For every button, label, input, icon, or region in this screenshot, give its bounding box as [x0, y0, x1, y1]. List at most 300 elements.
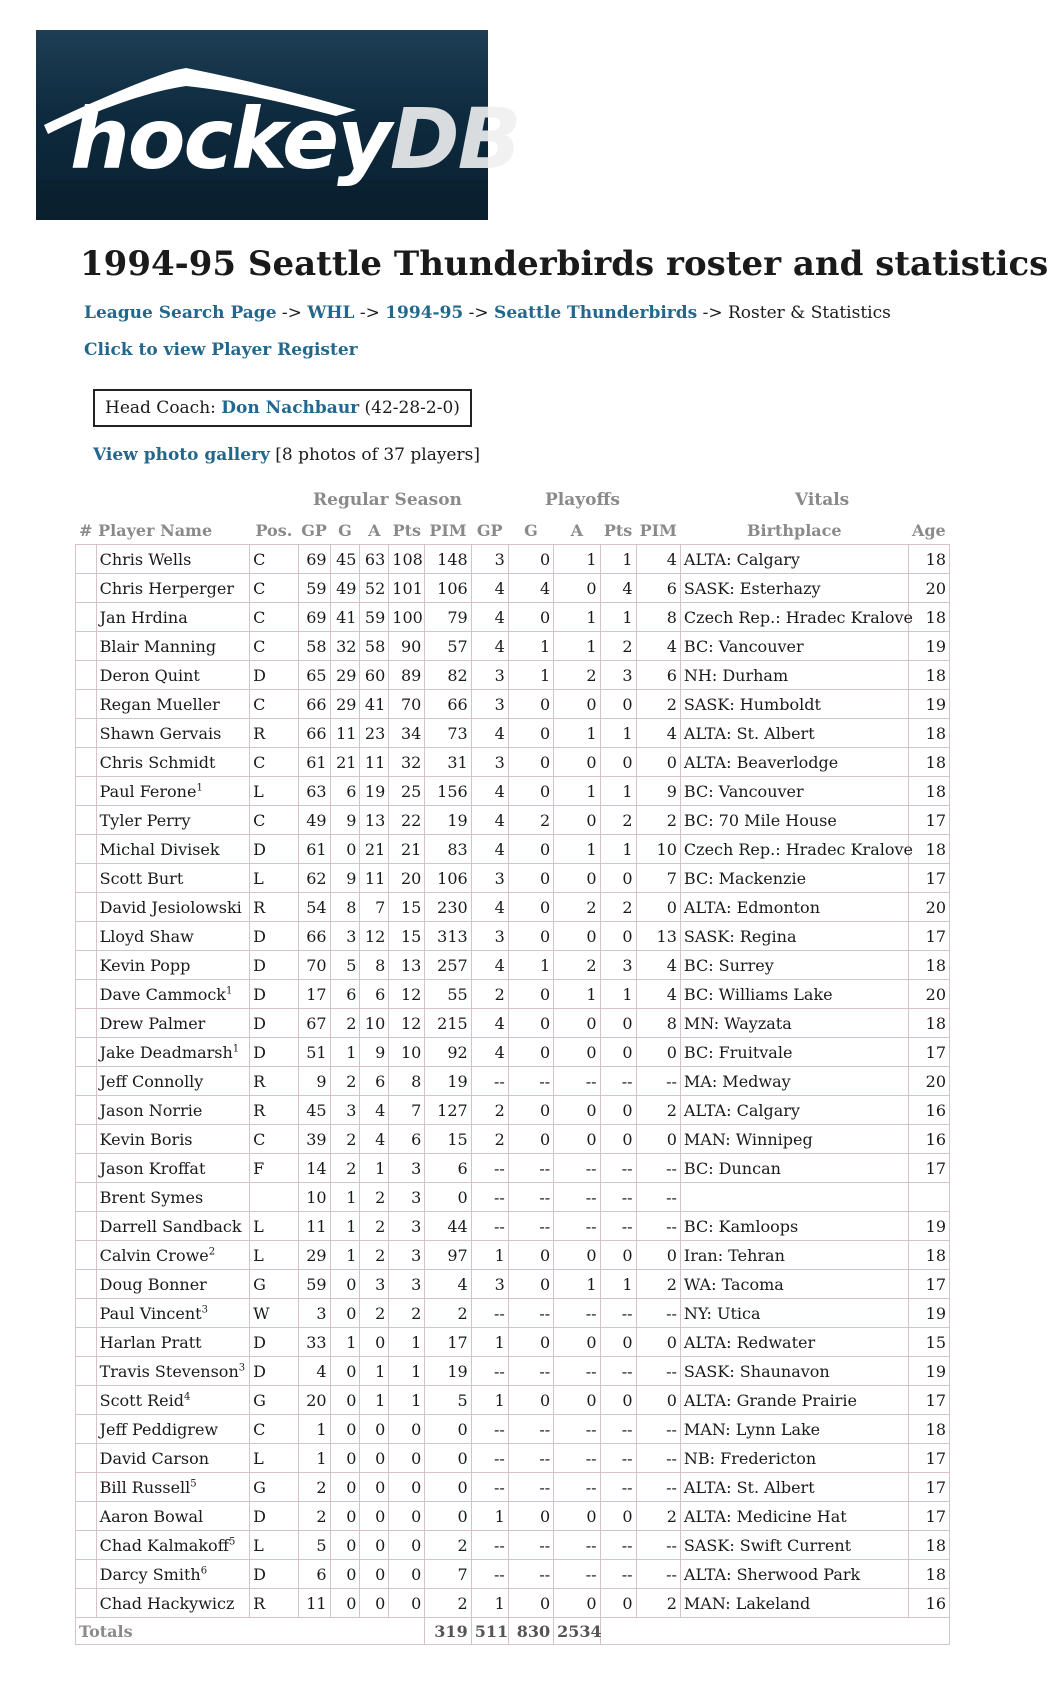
stat-a: 6: [360, 980, 389, 1009]
stat-ppim: 6: [636, 574, 680, 603]
stat-ppim: 10: [636, 835, 680, 864]
player-birthplace: [680, 1183, 908, 1212]
stat-pgp: --: [471, 1531, 508, 1560]
table-row: [76, 1444, 950, 1473]
stat-pa: --: [554, 1299, 600, 1328]
stat-pgp: --: [471, 1299, 508, 1328]
stat-pa: 1: [554, 777, 600, 806]
stat-pts: 3: [389, 1241, 425, 1270]
stat-a: 0: [360, 1415, 389, 1444]
stat-ppim: --: [636, 1067, 680, 1096]
col-age: Age: [911, 520, 946, 540]
stat-a: 1: [360, 1386, 389, 1415]
table-row: [76, 690, 950, 719]
player-name[interactable]: Aaron Bowal: [99, 1506, 204, 1526]
stat-gp: 5: [298, 1531, 330, 1560]
stat-ppts: 0: [600, 1502, 636, 1531]
player-name-cell[interactable]: [96, 1096, 250, 1125]
stat-ppim: 8: [636, 1009, 680, 1038]
stat-ppim: 4: [636, 632, 680, 661]
stat-a: 2: [360, 1241, 389, 1270]
player-name[interactable]: Scott Reid: [99, 1390, 184, 1410]
stat-pgp: 4: [471, 603, 508, 632]
player-position: C: [250, 1415, 298, 1444]
stat-ppim: 4: [636, 951, 680, 980]
player-age: 18: [908, 1415, 949, 1444]
stat-pim: 2: [425, 1531, 471, 1560]
table-row: [76, 777, 950, 806]
stat-pim: 215: [425, 1009, 471, 1038]
row-number: [76, 748, 97, 777]
photo-gallery-link[interactable]: View photo gallery: [93, 445, 270, 465]
player-age: 20: [908, 574, 949, 603]
player-age: 18: [908, 951, 949, 980]
stat-pgp: --: [471, 1357, 508, 1386]
player-name-cell[interactable]: [96, 1067, 250, 1096]
stat-pa: 2: [554, 661, 600, 690]
stat-g: 0: [330, 1386, 360, 1415]
player-birthplace: ALTA: St. Albert: [680, 719, 908, 748]
col-g: G: [338, 520, 352, 540]
stat-ppts: --: [600, 1473, 636, 1502]
player-age: 18: [908, 748, 949, 777]
player-name[interactable]: Paul Vincent: [99, 1303, 202, 1323]
stat-a: 12: [360, 922, 389, 951]
player-footnote: 1: [196, 782, 203, 794]
col-playoff-pim: PIM: [639, 520, 677, 540]
vitals-heading: Vitals: [795, 490, 850, 510]
stat-pgp: 4: [471, 1038, 508, 1067]
player-name-cell[interactable]: [96, 1212, 250, 1241]
row-number: [76, 1589, 97, 1618]
player-name-cell[interactable]: [96, 806, 250, 835]
stat-pg: --: [508, 1067, 553, 1096]
stat-pts: 1: [389, 1357, 425, 1386]
player-name-cell[interactable]: [96, 690, 250, 719]
stat-pa: 0: [554, 1241, 600, 1270]
player-position: R: [250, 1067, 298, 1096]
player-age: 18: [908, 835, 949, 864]
player-birthplace: BC: Kamloops: [680, 1212, 908, 1241]
player-name[interactable]: Jeff Connolly: [99, 1071, 204, 1091]
player-name-cell[interactable]: [96, 864, 250, 893]
stat-a: 0: [360, 1560, 389, 1589]
stat-gp: 59: [298, 574, 330, 603]
stat-ppim: --: [636, 1183, 680, 1212]
player-name[interactable]: Brent Symes: [99, 1187, 204, 1207]
player-name-cell[interactable]: [96, 1270, 250, 1299]
stat-pgp: --: [471, 1183, 508, 1212]
stat-gp: 11: [298, 1589, 330, 1618]
stat-gp: 1: [298, 1444, 330, 1473]
hockeydb-logo[interactable]: [36, 30, 596, 220]
stat-g: 0: [330, 835, 360, 864]
stat-a: 60: [360, 661, 389, 690]
stat-g: 5: [330, 951, 360, 980]
stat-ppim: 2: [636, 806, 680, 835]
stat-g: 0: [330, 1560, 360, 1589]
stat-ppim: 0: [636, 748, 680, 777]
stat-pgp: 2: [471, 1125, 508, 1154]
player-name-cell[interactable]: [96, 922, 250, 951]
player-name-cell[interactable]: [96, 835, 250, 864]
player-name-cell[interactable]: [96, 777, 250, 806]
player-age: 16: [908, 1125, 949, 1154]
table-row: [76, 893, 950, 922]
row-number: [76, 777, 97, 806]
stat-gp: 66: [298, 690, 330, 719]
stat-ppim: --: [636, 1357, 680, 1386]
player-position: C: [250, 574, 298, 603]
player-name[interactable]: Blair Manning: [99, 636, 217, 656]
player-register-link[interactable]: Click to view Player Register: [84, 340, 358, 360]
player-name[interactable]: Kevin Popp: [99, 955, 191, 975]
stat-pim: 6: [425, 1154, 471, 1183]
stat-pg: 0: [508, 690, 553, 719]
player-name[interactable]: Dave Cammock: [99, 984, 226, 1004]
player-name-cell[interactable]: [96, 1241, 250, 1270]
stat-pa: 0: [554, 1038, 600, 1067]
stat-pgp: --: [471, 1154, 508, 1183]
stat-ppts: 3: [600, 951, 636, 980]
table-row: [76, 545, 950, 574]
player-name-cell[interactable]: [96, 1386, 250, 1415]
player-position: D: [250, 980, 298, 1009]
stat-gp: 10: [298, 1183, 330, 1212]
row-number: [76, 806, 97, 835]
stat-a: 3: [360, 1270, 389, 1299]
coach-name-link[interactable]: Don Nachbaur: [221, 398, 360, 418]
stat-g: 2: [330, 1009, 360, 1038]
table-row: [76, 951, 950, 980]
stat-pim: 19: [425, 1067, 471, 1096]
row-number: [76, 690, 97, 719]
col-playoff-gp: GP: [476, 520, 503, 540]
stat-g: 6: [330, 777, 360, 806]
stat-pgp: --: [471, 1067, 508, 1096]
stat-ppts: 0: [600, 1096, 636, 1125]
stat-pgp: 1: [471, 1328, 508, 1357]
col-pts: Pts: [392, 520, 422, 540]
stat-pts: 15: [389, 922, 425, 951]
table-row: [76, 1154, 950, 1183]
stat-pts: 3: [389, 1183, 425, 1212]
total-pim: 2534: [554, 1618, 600, 1645]
stat-ppts: 4: [600, 574, 636, 603]
stat-g: 0: [330, 1473, 360, 1502]
stat-pg: --: [508, 1357, 553, 1386]
player-name[interactable]: Drew Palmer: [99, 1013, 206, 1033]
player-name[interactable]: Harlan Pratt: [99, 1332, 202, 1352]
stat-pg: --: [508, 1415, 553, 1444]
stat-pim: 15: [425, 1125, 471, 1154]
player-name[interactable]: Jan Hrdina: [99, 607, 188, 627]
player-birthplace: MAN: Lynn Lake: [680, 1415, 908, 1444]
player-name-cell[interactable]: [96, 1357, 250, 1386]
stat-pg: --: [508, 1183, 553, 1212]
stat-pa: 2: [554, 951, 600, 980]
player-name[interactable]: David Carson: [99, 1448, 210, 1468]
player-age: [908, 1183, 949, 1212]
stat-pim: 97: [425, 1241, 471, 1270]
player-position: L: [250, 1212, 298, 1241]
stat-a: 0: [360, 1444, 389, 1473]
player-age: 18: [908, 1531, 949, 1560]
stat-ppts: 2: [600, 632, 636, 661]
player-name[interactable]: Chad Kalmakoff: [99, 1535, 230, 1555]
stat-pa: 1: [554, 719, 600, 748]
player-name[interactable]: Calvin Crowe: [99, 1245, 209, 1265]
col-pim: PIM: [429, 520, 467, 540]
player-name[interactable]: Jason Kroffat: [99, 1158, 206, 1178]
photo-gallery: [93, 445, 480, 465]
player-age: 17: [908, 1270, 949, 1299]
row-number: [76, 864, 97, 893]
player-name[interactable]: Paul Ferone: [99, 781, 197, 801]
stat-ppim: 2: [636, 1096, 680, 1125]
stat-pts: 3: [389, 1154, 425, 1183]
stat-a: 4: [360, 1096, 389, 1125]
stat-a: 7: [360, 893, 389, 922]
player-name[interactable]: Scott Burt: [99, 868, 184, 888]
stat-pgp: 4: [471, 835, 508, 864]
player-name-cell[interactable]: [96, 748, 250, 777]
breadcrumb-season[interactable]: 1994-95: [385, 303, 464, 323]
stat-pg: 0: [508, 1502, 553, 1531]
player-position: C: [250, 545, 298, 574]
stat-ppts: 1: [600, 980, 636, 1009]
stat-pa: 2: [554, 893, 600, 922]
player-position: D: [250, 951, 298, 980]
player-name[interactable]: Darrell Sandback: [99, 1216, 242, 1236]
stat-pts: 108: [389, 545, 425, 574]
regular-season-heading: Regular Season: [313, 490, 462, 510]
player-name[interactable]: Lloyd Shaw: [99, 926, 194, 946]
stat-a: 58: [360, 632, 389, 661]
player-name-cell[interactable]: [96, 1415, 250, 1444]
table-row: [76, 1270, 950, 1299]
row-number: [76, 1270, 97, 1299]
stat-ppts: 2: [600, 806, 636, 835]
player-birthplace: BC: Vancouver: [680, 632, 908, 661]
player-name-cell[interactable]: [96, 980, 250, 1009]
stat-pts: 21: [389, 835, 425, 864]
stat-ppim: 2: [636, 1589, 680, 1618]
row-number: [76, 1241, 97, 1270]
row-number: [76, 603, 97, 632]
stat-pim: 106: [425, 864, 471, 893]
stat-g: 1: [330, 1183, 360, 1212]
player-name-cell[interactable]: [96, 545, 250, 574]
player-position: L: [250, 1531, 298, 1560]
col-number: #: [79, 520, 93, 540]
player-name-cell[interactable]: [96, 632, 250, 661]
stat-gp: 70: [298, 951, 330, 980]
player-name[interactable]: Darcy Smith: [99, 1564, 201, 1584]
stat-pim: 79: [425, 603, 471, 632]
stat-ppim: 2: [636, 690, 680, 719]
player-footnote: 4: [183, 1391, 191, 1403]
stat-pa: 1: [554, 1270, 600, 1299]
player-birthplace: ALTA: Grande Prairie: [680, 1386, 908, 1415]
stat-a: 0: [360, 1589, 389, 1618]
player-name-cell[interactable]: [96, 1473, 250, 1502]
row-number: [76, 545, 97, 574]
stat-gp: 69: [298, 545, 330, 574]
player-name-cell[interactable]: [96, 1502, 250, 1531]
player-name[interactable]: Kevin Boris: [99, 1129, 193, 1149]
breadcrumb-league-search[interactable]: League Search Page: [84, 303, 277, 323]
stat-pg: 2: [508, 806, 553, 835]
player-name[interactable]: Tyler Perry: [99, 810, 191, 830]
player-name-cell[interactable]: [96, 661, 250, 690]
stat-pa: 1: [554, 980, 600, 1009]
table-row: [76, 1415, 950, 1444]
player-name[interactable]: Chris Herperger: [99, 578, 235, 598]
stat-g: 2: [330, 1067, 360, 1096]
stat-pg: 0: [508, 835, 553, 864]
player-name[interactable]: Jake Deadmarsh: [99, 1042, 233, 1062]
breadcrumb: League Search Page -> WHL -> 1994-95 -> Seattle Thunderbirds -> Roster & Statistics: [84, 303, 891, 323]
stat-g: 9: [330, 864, 360, 893]
stat-a: 9: [360, 1038, 389, 1067]
player-name[interactable]: Michal Divisek: [99, 839, 220, 859]
player-age: 17: [908, 1473, 949, 1502]
player-name[interactable]: Shawn Gervais: [99, 723, 222, 743]
logo-wordmark: hockeyDB.com: [70, 90, 596, 188]
stat-pim: 5: [425, 1386, 471, 1415]
player-footnote: 1: [225, 985, 233, 997]
stat-a: 21: [360, 835, 389, 864]
player-name-cell[interactable]: [96, 1531, 250, 1560]
stat-pgp: 2: [471, 1096, 508, 1125]
player-name-cell[interactable]: [96, 719, 250, 748]
stat-pgp: 4: [471, 574, 508, 603]
breadcrumb-team[interactable]: Seattle Thunderbirds: [494, 303, 698, 323]
col-playoff-g: G: [524, 520, 538, 540]
player-name-cell[interactable]: [96, 1154, 250, 1183]
player-name[interactable]: Jason Norrie: [99, 1100, 203, 1120]
roster-table: [75, 516, 950, 1645]
col-a: A: [368, 520, 381, 540]
stat-pts: 0: [389, 1502, 425, 1531]
player-name-cell[interactable]: [96, 1444, 250, 1473]
stat-pim: 82: [425, 661, 471, 690]
player-age: 19: [908, 1357, 949, 1386]
player-name-cell[interactable]: [96, 603, 250, 632]
stat-pa: 0: [554, 1009, 600, 1038]
player-name-cell[interactable]: [96, 1560, 250, 1589]
stat-pgp: 4: [471, 777, 508, 806]
player-age: 19: [908, 690, 949, 719]
stat-pgp: 3: [471, 748, 508, 777]
table-row: [76, 1473, 950, 1502]
stat-ppim: 9: [636, 777, 680, 806]
stat-pim: 106: [425, 574, 471, 603]
player-name[interactable]: Chris Wells: [99, 549, 192, 569]
player-name-cell[interactable]: [96, 574, 250, 603]
stat-a: 11: [360, 748, 389, 777]
stat-pim: 0: [425, 1444, 471, 1473]
stat-g: 0: [330, 1415, 360, 1444]
breadcrumb-whl[interactable]: WHL: [307, 303, 355, 323]
player-name-cell[interactable]: [96, 1038, 250, 1067]
player-name-cell[interactable]: [96, 1589, 250, 1618]
player-birthplace: ALTA: Calgary: [680, 1096, 908, 1125]
stat-pts: 0: [389, 1444, 425, 1473]
stat-g: 2: [330, 1125, 360, 1154]
player-name-cell[interactable]: [96, 893, 250, 922]
stat-pg: 0: [508, 922, 553, 951]
player-name[interactable]: Jeff Peddigrew: [99, 1419, 219, 1439]
stat-pim: 0: [425, 1183, 471, 1212]
stat-pg: --: [508, 1212, 553, 1241]
stat-ppts: 0: [600, 1038, 636, 1067]
table-header-row: [76, 516, 950, 545]
player-name-cell[interactable]: [96, 1125, 250, 1154]
player-name[interactable]: Chad Hackywicz: [99, 1593, 235, 1613]
stat-pg: 0: [508, 893, 553, 922]
player-birthplace: MA: Medway: [680, 1067, 908, 1096]
player-name-cell[interactable]: [96, 1183, 250, 1212]
col-playoff-pts: Pts: [603, 520, 633, 540]
stat-ppim: 7: [636, 864, 680, 893]
player-name[interactable]: Deron Quint: [99, 665, 200, 685]
table-row: [76, 748, 950, 777]
player-name[interactable]: Chris Schmidt: [99, 752, 216, 772]
stat-pts: 90: [389, 632, 425, 661]
stat-g: 29: [330, 661, 360, 690]
stat-pts: 0: [389, 1589, 425, 1618]
player-birthplace: BC: Mackenzie: [680, 864, 908, 893]
player-name-cell[interactable]: [96, 1009, 250, 1038]
player-name[interactable]: Bill Russell: [99, 1477, 191, 1497]
player-age: 19: [908, 1299, 949, 1328]
player-name[interactable]: Regan Mueller: [99, 694, 220, 714]
table-row: [76, 922, 950, 951]
row-number: [76, 661, 97, 690]
stat-ppim: 2: [636, 1502, 680, 1531]
stat-pts: 0: [389, 1415, 425, 1444]
player-name-cell[interactable]: [96, 951, 250, 980]
player-birthplace: BC: Duncan: [680, 1154, 908, 1183]
player-name-cell[interactable]: [96, 1328, 250, 1357]
stat-pts: 3: [389, 1270, 425, 1299]
stat-gp: 3: [298, 1299, 330, 1328]
stat-ppts: 1: [600, 1270, 636, 1299]
row-number: [76, 951, 97, 980]
stat-ppts: --: [600, 1415, 636, 1444]
stat-ppim: 13: [636, 922, 680, 951]
row-number: [76, 1183, 97, 1212]
player-age: 20: [908, 980, 949, 1009]
player-position: R: [250, 893, 298, 922]
player-birthplace: SASK: Swift Current: [680, 1531, 908, 1560]
stat-ppts: 0: [600, 748, 636, 777]
stat-ppts: 0: [600, 690, 636, 719]
player-name[interactable]: David Jesiolowski: [99, 897, 242, 917]
player-age: 17: [908, 922, 949, 951]
player-name-cell[interactable]: [96, 1299, 250, 1328]
player-age: 17: [908, 1444, 949, 1473]
stat-pg: 0: [508, 603, 553, 632]
stat-gp: 62: [298, 864, 330, 893]
player-name[interactable]: Travis Stevenson: [99, 1361, 239, 1381]
player-name[interactable]: Doug Bonner: [99, 1274, 207, 1294]
stat-a: 59: [360, 603, 389, 632]
player-birthplace: ALTA: Calgary: [680, 545, 908, 574]
stat-pgp: 4: [471, 632, 508, 661]
